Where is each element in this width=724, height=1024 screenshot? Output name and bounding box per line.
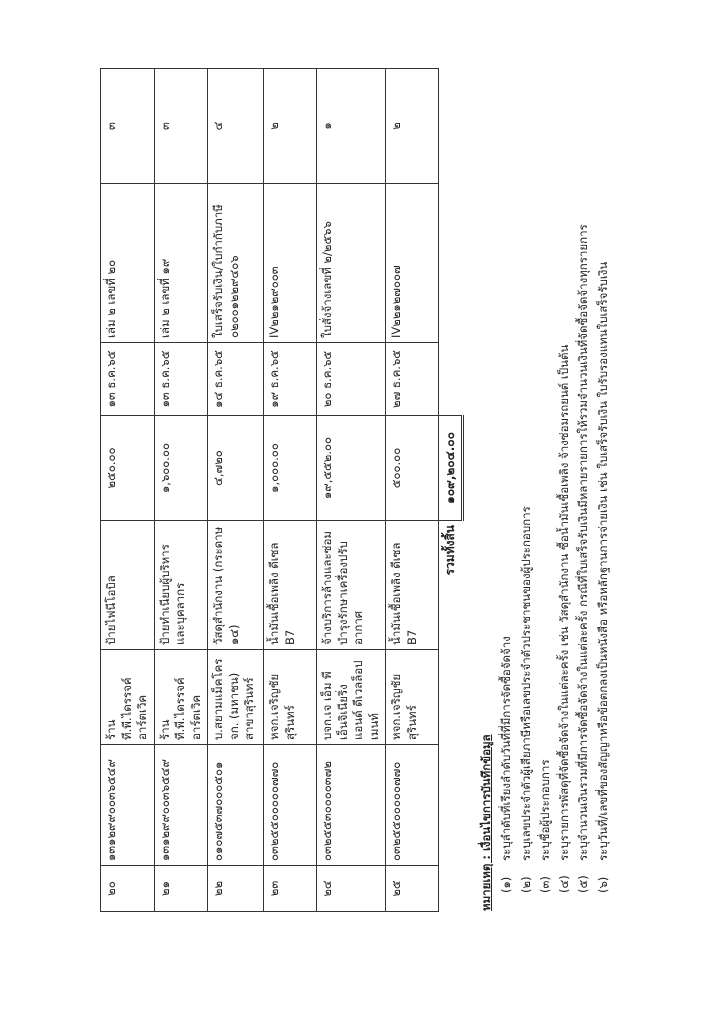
procurement-table (100, 68, 464, 912)
row-number-cell: ๒๓ (264, 866, 317, 912)
vendor-name-cell: หจก.เจริญชัย สุรินทร์ (264, 650, 317, 745)
item-description-cell: น้ำมันเชื้อเพลิง ดีเซล B7 (264, 521, 317, 650)
note-item (575, 224, 592, 911)
note-text: ระบุจำนวนเงินรวมที่มีการจัดซื้อจัดจ้างในแต่ละครั้ง กรณีที่ใบเสร็จรับเงินมีหลายรายการให้รวมจำนวนเงินที่จัดซื้อจัดจ้างทุกรายการ (576, 224, 591, 861)
total-label: รวมทั้งสิ้น (443, 525, 458, 576)
vendor-name-cell: บ.สยามแม็คโคร จก. (มหาชน) สาขาสุรินทร์ (208, 650, 264, 745)
document-reference-cell: เล่ม ๒ เลขที่ ๒๐ (101, 184, 155, 343)
document-reference-cell: เล่ม ๒ เลขที่ ๑๙ (154, 184, 208, 343)
note-number: (๒) (518, 876, 533, 893)
note-number: (๑) (499, 876, 514, 893)
vendor-name-cell: หจก.เจริญชัย สุรินทร์ (386, 650, 439, 745)
blank-cell (439, 69, 463, 416)
note-number: (๔) (557, 875, 571, 893)
item-description-cell: ป้ายไฟนีโอบิล (101, 521, 155, 650)
date-cell: ๑๙ ธ.ค.๖๕ (264, 343, 317, 416)
table-row (386, 69, 439, 912)
item-description-cell: ป้ายทำเนียบผู้บริหารและบุคลากร (154, 521, 208, 650)
row-number-cell: ๒๔ (317, 866, 386, 912)
table-row (208, 69, 264, 912)
reason-code-cell: ๒ (386, 69, 439, 184)
document-reference-cell: ใบเสร็จรับเงิน/ใบกำกับภาษี ๐๒๐๐๑๒๒๙๔๐๖ (208, 184, 264, 343)
table-row (101, 69, 155, 912)
note-text: ระบุรายการพัสดุที่จัดซื้อจัดจ้างในแต่ละครั้ง เช่น วัสดุสำนักงาน ซื้อน้ำมันเชื้อเพลิง จ้างซ่อมรถยนต์ เป็นต้น (557, 344, 571, 861)
item-description-cell: จ้างบริการล้างและซ่อมบำรุงรักษาเครื่องปรับอากาศ (317, 521, 386, 650)
note-item (518, 224, 535, 911)
amount-cell: ๑,๖๐๐.๐๐ (154, 416, 208, 521)
note-item (537, 224, 554, 911)
tax-id-cell: ๑๓๑๒๙๙๐๐๓๖๕๔๙ (101, 745, 155, 866)
blank-cell (439, 650, 463, 912)
row-number-cell: ๒๑ (154, 866, 208, 912)
vendor-name-cell: บจก.เจ เอ็ม พี เอ็นจิเนียริ่ง แอนด์ ดีเวลล็อปเมนท์ (317, 650, 386, 745)
note-text: ระบุเลขประจำตัวผู้เสียภาษีหรือเลขประจำตัวประชาชนของผู้ประกอบการ (518, 506, 533, 861)
table-row (154, 69, 208, 912)
table-row (317, 69, 386, 912)
amount-cell: ๕๐๐.๐๐ (386, 416, 439, 521)
row-number-cell: ๒๕ (386, 866, 439, 912)
note-number: (๖) (595, 876, 610, 893)
date-cell: ๑๓ ธ.ค.๖๕ (101, 343, 155, 416)
note-number: (๓) (537, 876, 552, 893)
note-item (498, 224, 515, 911)
date-cell: ๒๗ ธ.ค.๖๕ (386, 343, 439, 416)
tax-id-cell: ๐๑๐๗๕๓๗๐๐๐๕๐๑ (208, 745, 264, 866)
date-cell: ๒๐ ธ.ค.๖๕ (317, 343, 386, 416)
document-reference-cell: ใบสั่งจ้างเลขที่ ๒/๒๕๖๖ (317, 184, 386, 343)
item-description-cell: น้ำมันเชื้อเพลิง ดีเซล B7 (386, 521, 439, 650)
notes-section (478, 224, 614, 911)
document-reference-cell: IV๒๒๑๒๗๐๐๗ (386, 184, 439, 343)
vendor-name-cell: ร้าน ที.พี.ไดรรจค์ อาร์ตเวิค (154, 650, 208, 745)
amount-cell: ๒๕๐.๐๐ (101, 416, 155, 521)
note-text: ระบุลำดับที่เรียงลำดับวันที่ที่มีการจัดซื้อจัดจ้าง (499, 636, 514, 861)
amount-cell: ๔,๗๒๐ (208, 416, 264, 521)
row-number-cell: ๒๐ (101, 866, 155, 912)
reason-code-cell: ๑ (317, 69, 386, 184)
document-reference-cell: IV๒๒๑๒๙๐๐๓ (264, 184, 317, 343)
note-text: ระบุวันที่/เลขที่ของสัญญาหรือข้อตกลงเป็นหนังสือ หรือหลักฐานการจ่ายเงิน เช่น ใบเสร็จรับเงิน ใบรับรองแทนใบเสร็จรับเงิน (595, 261, 610, 861)
table-row (264, 69, 317, 912)
note-item (556, 224, 573, 911)
tax-id-cell: ๐๓๒๕๕๐๐๐๐๐๗๗๐ (386, 745, 439, 866)
amount-cell: ๑,๐๐๐.๐๐ (264, 416, 317, 521)
notes-title: หมายเหตุ : เงื่อนไขการบันทึกข้อมูล (479, 734, 493, 911)
item-description-cell: วัสดุสำนักงาน (กระดาษ ๑๔) (208, 521, 264, 650)
date-cell: ๑๓ ธ.ค.๖๕ (154, 343, 208, 416)
date-cell: ๑๔ ธ.ค.๖๕ (208, 343, 264, 416)
tax-id-cell: ๐๓๒๕๕๐๐๐๐๐๗๗๐ (264, 745, 317, 866)
tax-id-cell: ๐๓๒๕๕๓๐๐๐๐๓๗๒ (317, 745, 386, 866)
total-row (439, 69, 463, 912)
reason-code-cell: ๒ (264, 69, 317, 184)
tax-id-cell: ๑๓๑๒๙๙๐๐๓๖๕๔๙ (154, 745, 208, 866)
note-item (595, 224, 612, 911)
vendor-name-cell: ร้าน ที.พี.ไดรรจค์ อาร์ตเวิค (101, 650, 155, 745)
note-number: (๕) (576, 875, 591, 893)
amount-cell: ๑๙,๕๕๒.๐๐ (317, 416, 386, 521)
reason-code-cell: ๔ (208, 69, 264, 184)
note-text: ระบุชื่อผู้ประกอบการ (537, 759, 552, 861)
reason-code-cell: ๓ (154, 69, 208, 184)
total-amount: ๑๐๙,๒๐๔.๐๐ (439, 416, 463, 521)
row-number-cell: ๒๒ (208, 866, 264, 912)
reason-code-cell: ๓ (101, 69, 155, 184)
